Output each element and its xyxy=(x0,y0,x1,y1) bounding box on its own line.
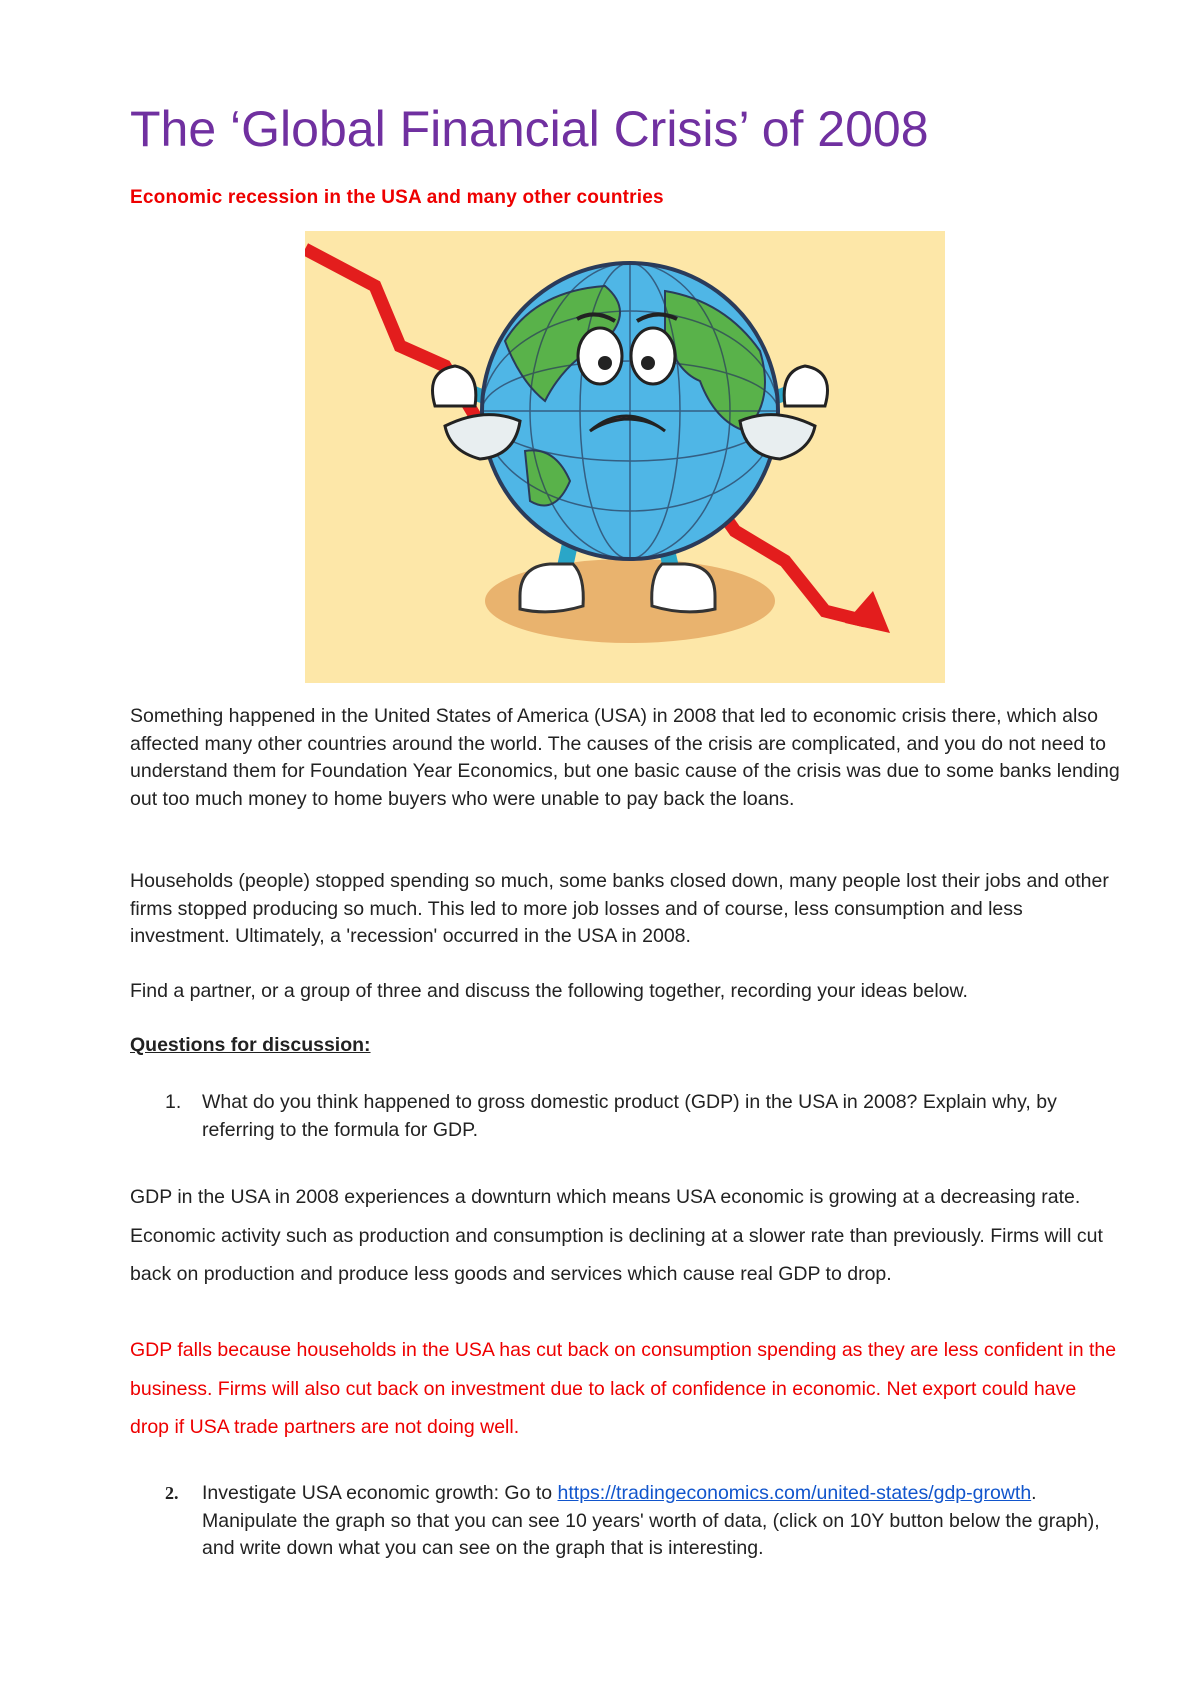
document-subtitle: Economic recession in the USA and many other countries xyxy=(130,187,664,208)
questions-heading: Questions for discussion: xyxy=(130,1034,371,1056)
instructions-paragraph: Find a partner, or a group of three and discuss the following together, recording your ideas below. xyxy=(130,980,968,1002)
question-text-before: Investigate USA economic growth: Go to xyxy=(202,1482,558,1504)
question-number: 2. xyxy=(165,1483,179,1503)
question-number: 1. xyxy=(165,1091,182,1113)
crisis-illustration xyxy=(305,231,945,683)
tradingeconomics-link[interactable]: https://tradingeconomics.com/united-states/gdp-growth xyxy=(557,1482,1032,1504)
answer-1-feedback[interactable]: GDP falls because households in the USA has cut back on consumption spending as they are less confident in the business. Firms will also cut back on investment due to lack of confidence in economic. Net export could have drop if USA trade partners are not doing well. xyxy=(130,1339,1117,1438)
answer-1[interactable]: GDP in the USA in 2008 experiences a downturn which means USA economic is growing at a decreasing rate. Economic activity such as production and consumption is declining at a slower rate than previously. Firms will cut back on production and produce less goods and services which cause real GDP to drop. xyxy=(130,1186,1103,1285)
question-text xyxy=(202,1480,1100,1563)
consequences-paragraph: Households (people) stopped spending so much, some banks closed down, many people lost their jobs and other firms stopped producing so much. This led to more job losses and of course, less consumption and less investment. Ultimately, a 'recession' occurred in the USA in 2008. xyxy=(130,870,1109,947)
question-text-after: . Manipulate the graph so that you can see 10 years' worth of data, (click on 10Y button below the graph), and write down what you can see on the graph that is interesting. xyxy=(202,1482,1100,1559)
document-title: The ‘Global Financial Crisis’ of 2008 xyxy=(130,101,929,157)
question-text: What do you think happened to gross domestic product (GDP) in the USA in 2008? Explain why, by referring to the formula for GDP. xyxy=(202,1091,1057,1141)
question-2 xyxy=(165,1480,1100,1563)
intro-paragraph: Something happened in the United States of America (USA) in 2008 that led to economic crisis there, which also affected many other countries around the world. The causes of the crisis are complicated, and you do not need to understand them for Foundation Year Economics, but one basic cause of the crisis was due to some banks lending out too much money to home buyers who were unable to pay back the loans. xyxy=(130,705,1120,810)
question-1 xyxy=(165,1089,1100,1144)
